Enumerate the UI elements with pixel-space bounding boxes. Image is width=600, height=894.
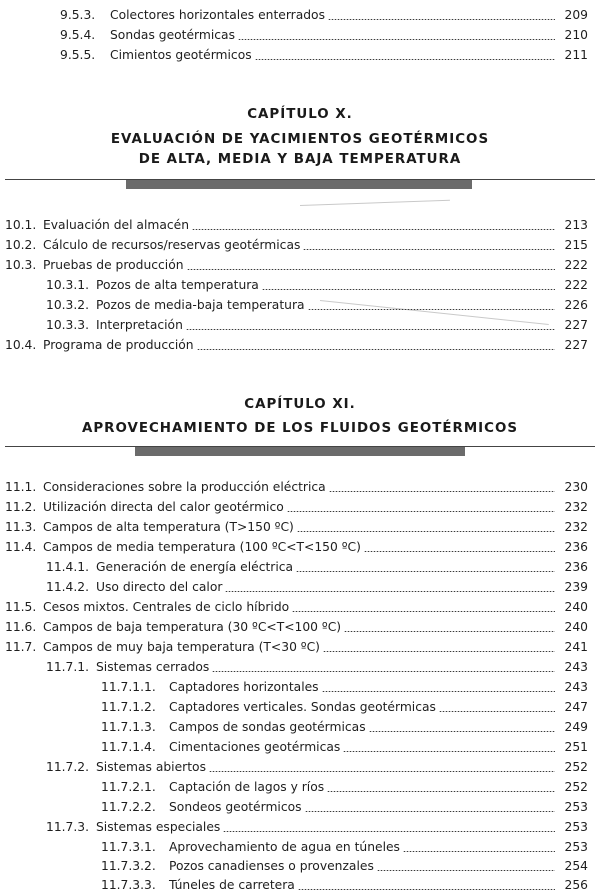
dot-leader [328,19,555,20]
dot-leader [212,671,555,672]
entry-title: Programa de producción [43,338,194,352]
page-number: 227 [564,318,588,332]
page-number: 243 [564,660,588,674]
entry-number: 11.7.3.1. [101,840,156,854]
toc-entry[interactable] [5,254,588,273]
toc-entry[interactable] [5,516,588,535]
dot-leader [364,551,555,552]
page-number: 210 [564,28,588,42]
page-number: 251 [564,740,588,754]
toc-entry[interactable] [60,44,588,63]
entry-title: Pozos canadienses o provenzales [169,859,374,873]
entry-title: Captadores verticales. Sondas geotérmicas [169,700,436,714]
entry-title: Pruebas de producción [43,258,184,272]
entry-number: 11.7.1.1. [101,680,156,694]
entry-number: 9.5.3. [60,8,96,22]
entry-title: Colectores horizontales enterrados [110,8,325,22]
entry-title: Sondas geotérmicas [110,28,235,42]
page-number: 249 [564,720,588,734]
dot-leader [262,289,555,290]
entry-number: 10.3. [5,258,37,272]
entry-title: Túneles de carretera [169,878,295,892]
toc-entry[interactable] [5,214,588,233]
dot-leader [238,39,555,40]
page-number: 215 [564,238,588,252]
page-number: 243 [564,680,588,694]
page-number: 253 [564,800,588,814]
chapter-divider-bar [126,180,472,189]
entry-number: 10.3.1. [46,278,90,292]
dot-leader [303,249,555,250]
entry-number: 11.7.1.2. [101,700,156,714]
entry-number: 11.7.3.2. [101,859,156,873]
page-number: 209 [564,8,588,22]
dot-leader [255,59,555,60]
entry-title: Campos de baja temperatura (30 ºC<T<100 ºC) [43,620,342,634]
entry-title: Campos de media temperatura (100 ºC<T<150 ºC) [43,540,361,554]
toc-entry[interactable] [46,756,588,775]
entry-title: Pozos de alta temperatura [96,278,259,292]
dot-leader [292,611,555,612]
toc-entry[interactable] [5,334,588,353]
entry-number: 9.5.5. [60,48,96,62]
entry-title: Generación de energía eléctrica [96,560,294,574]
dot-leader [287,511,555,512]
chapter-heading: CAPÍTULO X. [247,107,353,122]
page-number: 252 [564,760,588,774]
entry-number: 10.1. [5,218,37,232]
entry-title: Utilización directa del calor geotérmico [43,500,284,514]
entry-number: 11.7.2.1. [101,780,156,794]
page-number: 211 [564,48,588,62]
dot-leader [369,731,555,732]
dot-leader [223,831,555,832]
dot-leader [186,329,555,330]
dot-leader [329,491,555,492]
toc-entry[interactable] [5,616,588,635]
toc-entry[interactable] [46,816,588,835]
scan-smudge [300,200,450,206]
dot-leader [296,571,555,572]
page-number: 253 [564,820,588,834]
entry-title: Captación de lagos y ríos [169,780,325,794]
toc-entry[interactable] [5,636,588,655]
page-number: 240 [564,600,588,614]
toc-entry[interactable] [5,476,588,495]
toc-entry[interactable] [5,496,588,515]
entry-title: Sistemas cerrados [96,660,210,674]
page-number: 213 [564,218,588,232]
page-number: 227 [564,338,588,352]
dot-leader [225,591,555,592]
dot-leader [377,870,555,871]
dot-leader [403,851,555,852]
entry-title: Campos de muy baja temperatura (T<30 ºC) [43,640,320,654]
entry-title: Uso directo del calor [96,580,223,594]
entry-number: 11.4.1. [46,560,90,574]
chapter-title-line: APROVECHAMIENTO DE LOS FLUIDOS GEOTÉRMICOS [81,421,519,436]
chapter-divider-bar [135,447,465,456]
page-number: 232 [564,500,588,514]
dot-leader [308,309,555,310]
entry-title: Evaluación del almacén [43,218,190,232]
page-number: 232 [564,520,588,534]
entry-number: 10.4. [5,338,37,352]
toc-entry[interactable] [46,556,588,575]
dot-leader [343,751,555,752]
chapter-title-line: DE ALTA, MEDIA Y BAJA TEMPERATURA [138,152,462,167]
entry-number: 11.7.3.3. [101,878,156,892]
chapter-heading: CAPÍTULO XI. [244,397,356,412]
page-number: 247 [564,700,588,714]
entry-title: Sistemas abiertos [96,760,206,774]
entry-number: 10.2. [5,238,37,252]
dot-leader [323,651,555,652]
dot-leader [322,691,555,692]
page-number: 222 [564,258,588,272]
dot-leader [305,811,555,812]
entry-number: 11.7.1.3. [101,720,156,734]
page-number: 222 [564,278,588,292]
dot-leader [439,711,555,712]
entry-number: 10.3.3. [46,318,90,332]
entry-title: Campos de alta temperatura (T>150 ºC) [43,520,294,534]
entry-title: Consideraciones sobre la producción eléctrica [43,480,326,494]
page-number: 241 [564,640,588,654]
page-number: 236 [564,560,588,574]
entry-number: 11.4.2. [46,580,90,594]
dot-leader [298,889,555,890]
toc-entry[interactable] [101,874,588,893]
toc-entry[interactable] [60,4,588,23]
entry-title: Sondeos geotérmicos [169,800,302,814]
dot-leader [344,631,555,632]
dot-leader [197,349,555,350]
entry-title: Sistemas especiales [96,820,221,834]
dot-leader [187,269,555,270]
entry-title: Pozos de media-baja temperatura [96,298,305,312]
dot-leader [327,791,555,792]
entry-number: 11.7.1. [46,660,90,674]
toc-entry[interactable] [101,716,588,735]
entry-title: Captadores horizontales [169,680,319,694]
page-number: 253 [564,840,588,854]
toc-entry[interactable] [101,836,588,855]
entry-number: 11.6. [5,620,37,634]
dot-leader [192,229,555,230]
entry-number: 11.4. [5,540,37,554]
entry-title: Interpretación [96,318,183,332]
page-number: 254 [564,859,588,873]
dot-leader [297,531,555,532]
entry-number: 11.2. [5,500,37,514]
toc-entry[interactable] [46,576,588,595]
toc-entry[interactable] [101,736,588,755]
toc-entry[interactable] [5,536,588,555]
entry-number: 11.5. [5,600,37,614]
toc-entry[interactable] [5,596,588,615]
page-number: 239 [564,580,588,594]
entry-number: 11.3. [5,520,37,534]
entry-title: Cesos mixtos. Centrales de ciclo híbrido [43,600,290,614]
page-number: 240 [564,620,588,634]
page-number: 256 [564,878,588,892]
entry-number: 11.7. [5,640,37,654]
entry-number: 11.7.2. [46,760,90,774]
toc-entry[interactable] [5,234,588,253]
entry-number: 10.3.2. [46,298,90,312]
entry-title: Cimentaciones geotérmicas [169,740,341,754]
toc-entry[interactable] [101,676,588,695]
entry-number: 11.7.2.2. [101,800,156,814]
entry-title: Cimientos geotérmicos [110,48,252,62]
dot-leader [209,771,555,772]
chapter-title-line: EVALUACIÓN DE YACIMIENTOS GEOTÉRMICOS [110,132,490,147]
entry-number: 9.5.4. [60,28,96,42]
entry-number: 11.7.1.4. [101,740,156,754]
toc-entry[interactable] [101,696,588,715]
toc-entry[interactable] [46,274,588,293]
toc-entry[interactable] [46,294,588,313]
toc-entry[interactable] [101,855,588,874]
entry-number: 11.7.3. [46,820,90,834]
entry-title: Cálculo de recursos/reservas geotérmicas [43,238,301,252]
page-number: 236 [564,540,588,554]
page-number: 230 [564,480,588,494]
toc-entry[interactable] [60,24,588,43]
page-number: 252 [564,780,588,794]
entry-title: Campos de sondas geotérmicas [169,720,366,734]
page-number: 226 [564,298,588,312]
entry-number: 11.1. [5,480,37,494]
toc-entry[interactable] [46,314,588,333]
toc-entry[interactable] [46,656,588,675]
toc-entry[interactable] [101,776,588,795]
toc-entry[interactable] [101,796,588,815]
entry-title: Aprovechamiento de agua en túneles [169,840,400,854]
